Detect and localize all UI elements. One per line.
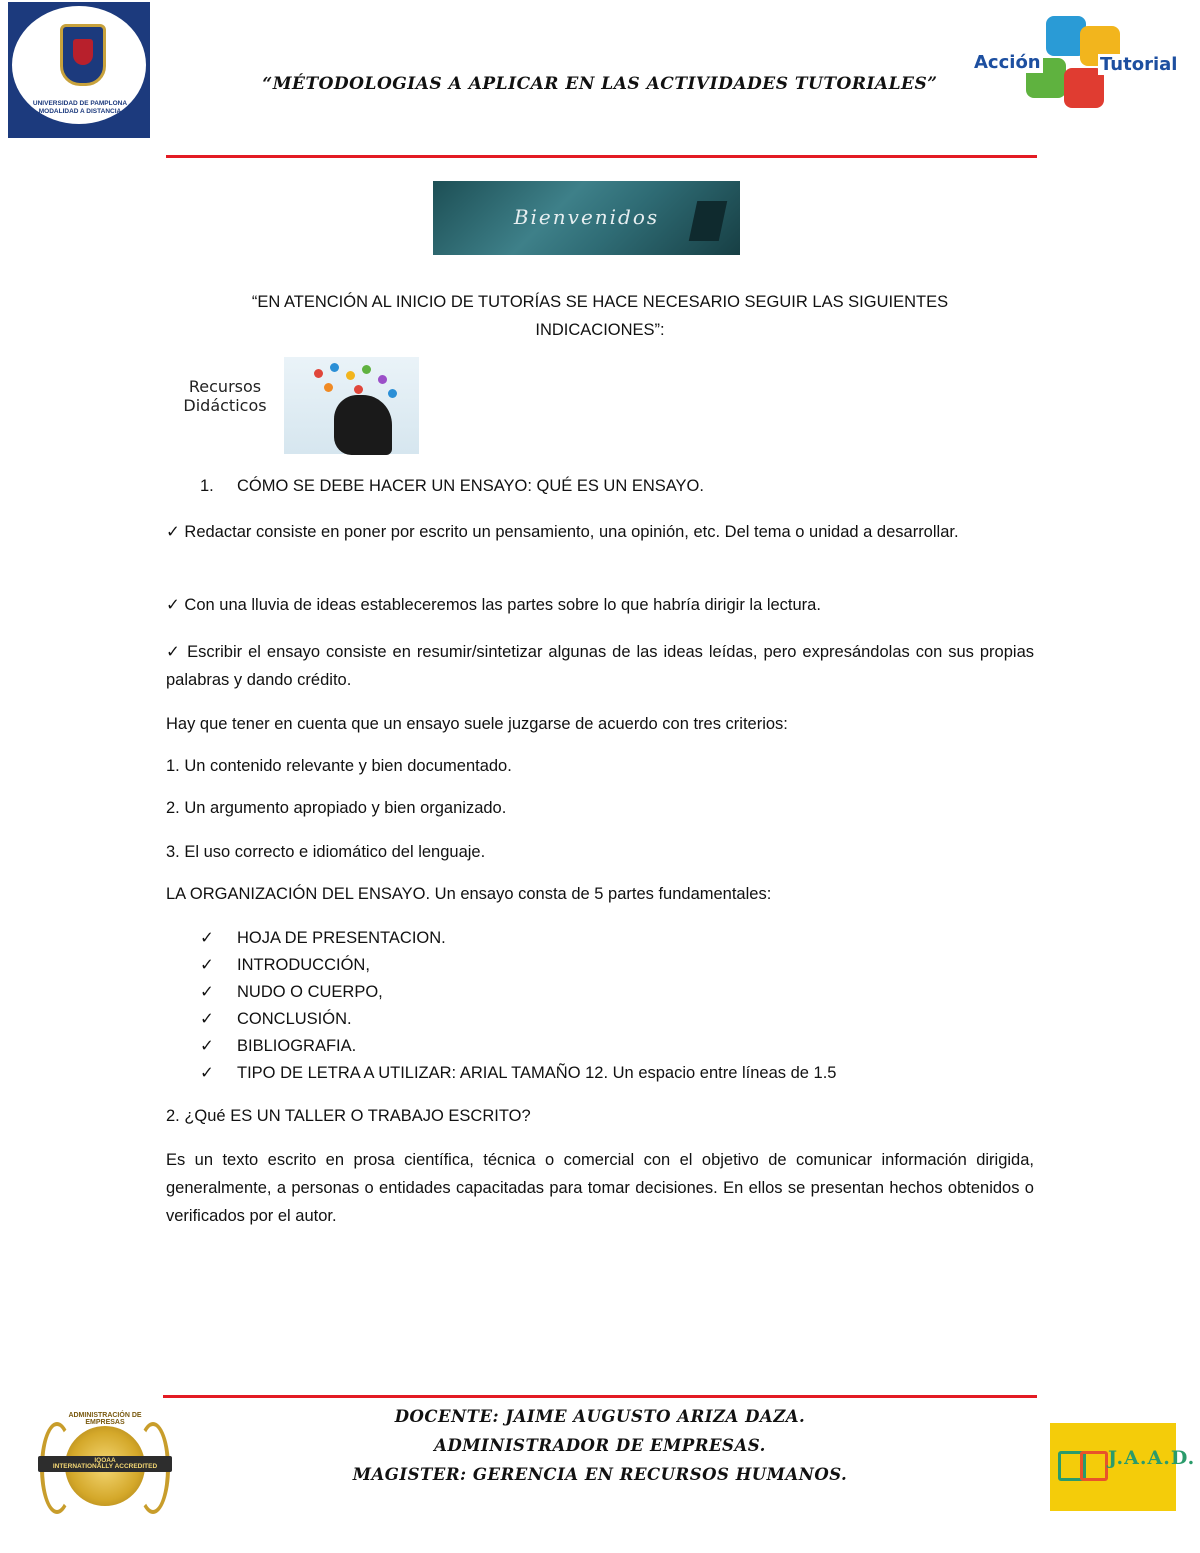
idea-dot-icon [330,363,339,372]
idea-dot-icon [362,365,371,374]
jaad-logo-text: J.A.A.D. [1108,1447,1196,1469]
checkmark-icon: ✓ [200,928,214,947]
list-item [200,1032,1030,1059]
idea-dot-icon [388,389,397,398]
accion-word: Acción [974,52,1041,73]
university-crest-icon [60,24,106,86]
intro-line-2: INDICACIONES”: [535,321,665,339]
paragraph-taller: Es un texto escrito en prosa científica, técnica o comercial con el objetivo de comunicar información dirigida, generalmente, a personas o entidades capacitadas para tomar decisiones. En ellos se presentan hechos obtenidos o verificados por el autor. [166,1151,1034,1225]
checkmark-icon: ✓ [200,982,214,1001]
idea-dot-icon [314,369,323,378]
header-divider [166,155,1037,158]
footer-docente: DOCENTE: JAIME AUGUSTO ARIZA DAZA. [394,1407,806,1426]
seal-arc-text: ADMINISTRACIÓN DE EMPRESAS [68,1412,142,1426]
document-title: “MÉTODOLOGIAS A APLICAR EN LAS ACTIVIDADES TUTORIALES” [262,74,938,94]
list-item [200,978,1030,1005]
checkmark-icon: ✓ [200,1036,214,1055]
university-logo-caption-2: MODALIDAD A DISTANCIA [38,108,122,115]
footer-divider [163,1395,1037,1398]
welcome-banner-text: Bienvenidos [513,205,660,229]
criterion-1: 1. Un contenido relevante y bien documentado. [166,757,512,775]
list-item [200,924,1030,951]
checkmark-icon: ✓ [200,955,214,974]
welcome-banner [433,181,740,255]
idea-dot-icon [378,375,387,384]
list-item [200,1005,1030,1032]
footer-profession: ADMINISTRADOR DE EMPRESAS. [434,1436,766,1455]
checkmark-icon: ✓ [200,1009,214,1028]
list-item-text: NUDO O CUERPO, [237,983,383,1001]
recursos-label-line-1: Recursos [188,377,262,396]
list-item [200,951,1030,978]
section-1-heading [200,477,704,496]
paragraph-redactar: ✓ Redactar consiste en poner por escrito un pensamiento, una opinión, etc. Del tema o unidad a desarrollar. [166,523,959,541]
section-1-heading-text: CÓMO SE DEBE HACER UN ENSAYO: QUÉ ES UN ENSAYO. [237,477,704,495]
paragraph-escribir: ✓ Escribir el ensayo consiste en resumir/sintetizar algunas de las ideas leídas, pero expresándolas con sus propias palabras y dando crédito. [166,643,1034,689]
paragraph-organizacion: LA ORGANIZACIÓN DEL ENSAYO. Un ensayo consta de 5 partes fundamentales: [166,885,772,903]
list-item-text: BIBLIOGRAFIA. [237,1037,357,1055]
list-item [200,1059,1030,1086]
intro-instructions [200,288,1000,344]
crest-shield-icon [73,39,93,65]
paragraph-lluvia-ideas: ✓ Con una lluvia de ideas estableceremos las partes sobre lo que habría dirigir la lectura. [166,596,821,614]
list-item-text: TIPO DE LETRA A UTILIZAR: ARIAL TAMAÑO 12. Un espacio entre líneas de 1.5 [237,1064,837,1082]
list-item-text: HOJA DE PRESENTACION. [237,929,446,947]
recursos-image-label [166,377,284,415]
university-logo [8,2,150,138]
university-logo-caption-1: UNIVERSIDAD DE PAMPLONA [32,100,128,107]
recursos-label-line-2: Didácticos [183,396,267,415]
list-item-text: CONCLUSIÓN. [237,1010,352,1028]
idea-dot-icon [346,371,355,380]
seal-band-text [38,1458,172,1470]
accion-tutorial-logo [968,12,1190,112]
section-1-number: 1. [200,477,214,495]
head-silhouette-icon [334,395,392,455]
criterion-2: 2. Un argumento apropiado y bien organizado. [166,799,507,817]
section-2-heading: 2. ¿Qué ES UN TALLER O TRABAJO ESCRITO? [166,1107,531,1125]
seal-band-line-2: INTERNATIONALLY ACCREDITED [52,1463,158,1470]
footer-credits [300,1402,900,1489]
jaad-logo [1050,1423,1196,1511]
checkmark-icon: ✓ [200,1063,214,1082]
paragraph-criterios: Hay que tener en cuenta que un ensayo suele juzgarse de acuerdo con tres criterios: [166,715,788,733]
recursos-didacticos-image [166,357,419,454]
footer-degree: MAGISTER: GERENCIA EN RECURSOS HUMANOS. [352,1465,848,1484]
criterion-3: 3. El uso correcto e idiomático del lenguaje. [166,843,486,861]
book-right-icon [1080,1451,1108,1481]
essay-parts-list [200,924,1030,1086]
head-ideas-illustration [284,357,419,454]
tutorial-word: Tutorial [1100,54,1178,75]
accreditation-seal [38,1412,172,1512]
seal-band-line-1: IQOAA [94,1457,116,1464]
intro-line-1: “EN ATENCIÓN AL INICIO DE TUTORÍAS SE HACE NECESARIO SEGUIR LAS SIGUIENTES [251,293,949,311]
idea-dot-icon [324,383,333,392]
list-item-text: INTRODUCCIÓN, [237,956,370,974]
idea-dot-icon [354,385,363,394]
